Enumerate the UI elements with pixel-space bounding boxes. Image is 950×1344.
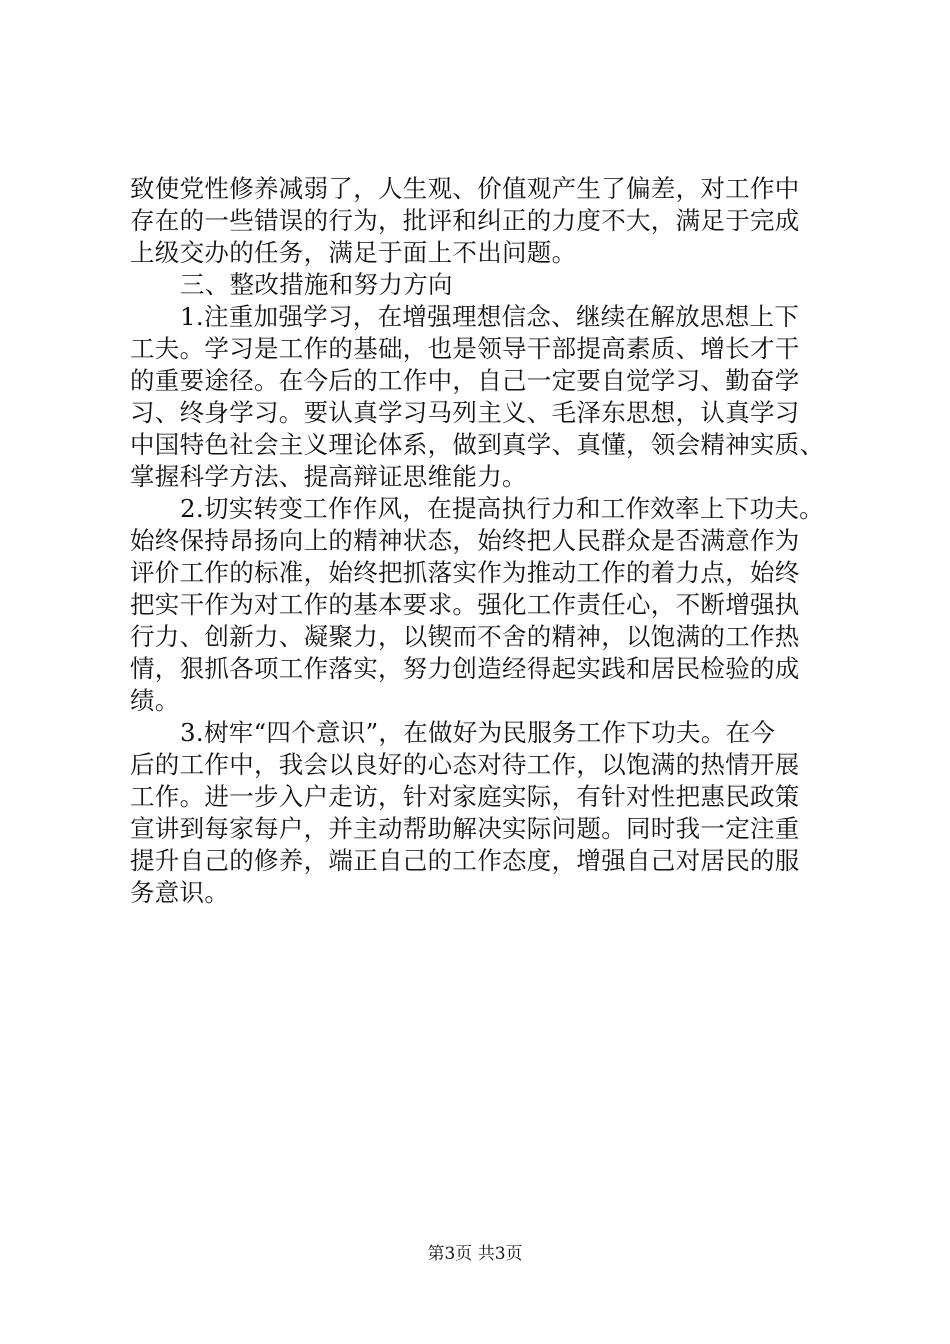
page-number-footer: 第3页 共3页 [427, 1244, 523, 1264]
text-line: 工作。进一步入户走访，针对家庭实际，有针对性把惠民政策 [130, 782, 800, 811]
text-line: 中国特色社会主义理论体系，做到真学、真懂，领会精神实质、 [130, 430, 825, 459]
text-line: 后的工作中，我会以良好的心态对待工作，以饱满的热情开展 [130, 750, 800, 779]
text-line: 1.注重加强学习，在增强理想信念、继续在解放思想上下 [180, 302, 800, 331]
text-line: 工夫。学习是工作的基础，也是领导干部提高素质、增长才干 [130, 334, 800, 363]
text-line: 情，狠抓各项工作落实，努力创造经得起实践和居民检验的成 [130, 654, 800, 683]
document-body [130, 173, 825, 909]
text-line: 提升自己的修养，端正自己的工作态度，增强自己对居民的服 [130, 846, 800, 875]
text-line: 始终保持昂扬向上的精神状态，始终把人民群众是否满意作为 [130, 526, 800, 555]
text-line: 3.树牢“四个意识”，在做好为民服务工作下功夫。在今 [180, 718, 776, 747]
text-line: 2.切实转变工作作风，在提高执行力和工作效率上下功夫。 [180, 494, 824, 523]
text-line: 行力、创新力、凝聚力，以锲而不舍的精神，以饱满的工作热 [130, 622, 800, 651]
text-line: 的重要途径。在今后的工作中，自己一定要自觉学习、勤奋学 [130, 366, 800, 395]
text-line: 把实干作为对工作的基本要求。强化工作责任心，不断增强执 [130, 590, 800, 619]
text-line: 存在的一些错误的行为，批评和纠正的力度不大，满足于完成 [130, 206, 800, 235]
text-line: 上级交办的任务，满足于面上不出问题。 [130, 238, 577, 267]
text-line: 掌握科学方法、提高辩证思维能力。 [130, 462, 527, 491]
text-line: 宣讲到每家每户，并主动帮助解决实际问题。同时我一定注重 [130, 814, 800, 843]
text-line: 绩。 [130, 686, 180, 715]
text-line: 务意识。 [130, 878, 230, 907]
section-heading: 三、整改措施和努力方向 [180, 270, 453, 299]
text-line: 习、终身学习。要认真学习马列主义、毛泽东思想，认真学习 [130, 398, 800, 427]
text-line: 评价工作的标准，始终把抓落实作为推动工作的着力点，始终 [130, 558, 800, 587]
text-line: 致使党性修养减弱了，人生观、价值观产生了偏差，对工作中 [130, 174, 800, 203]
